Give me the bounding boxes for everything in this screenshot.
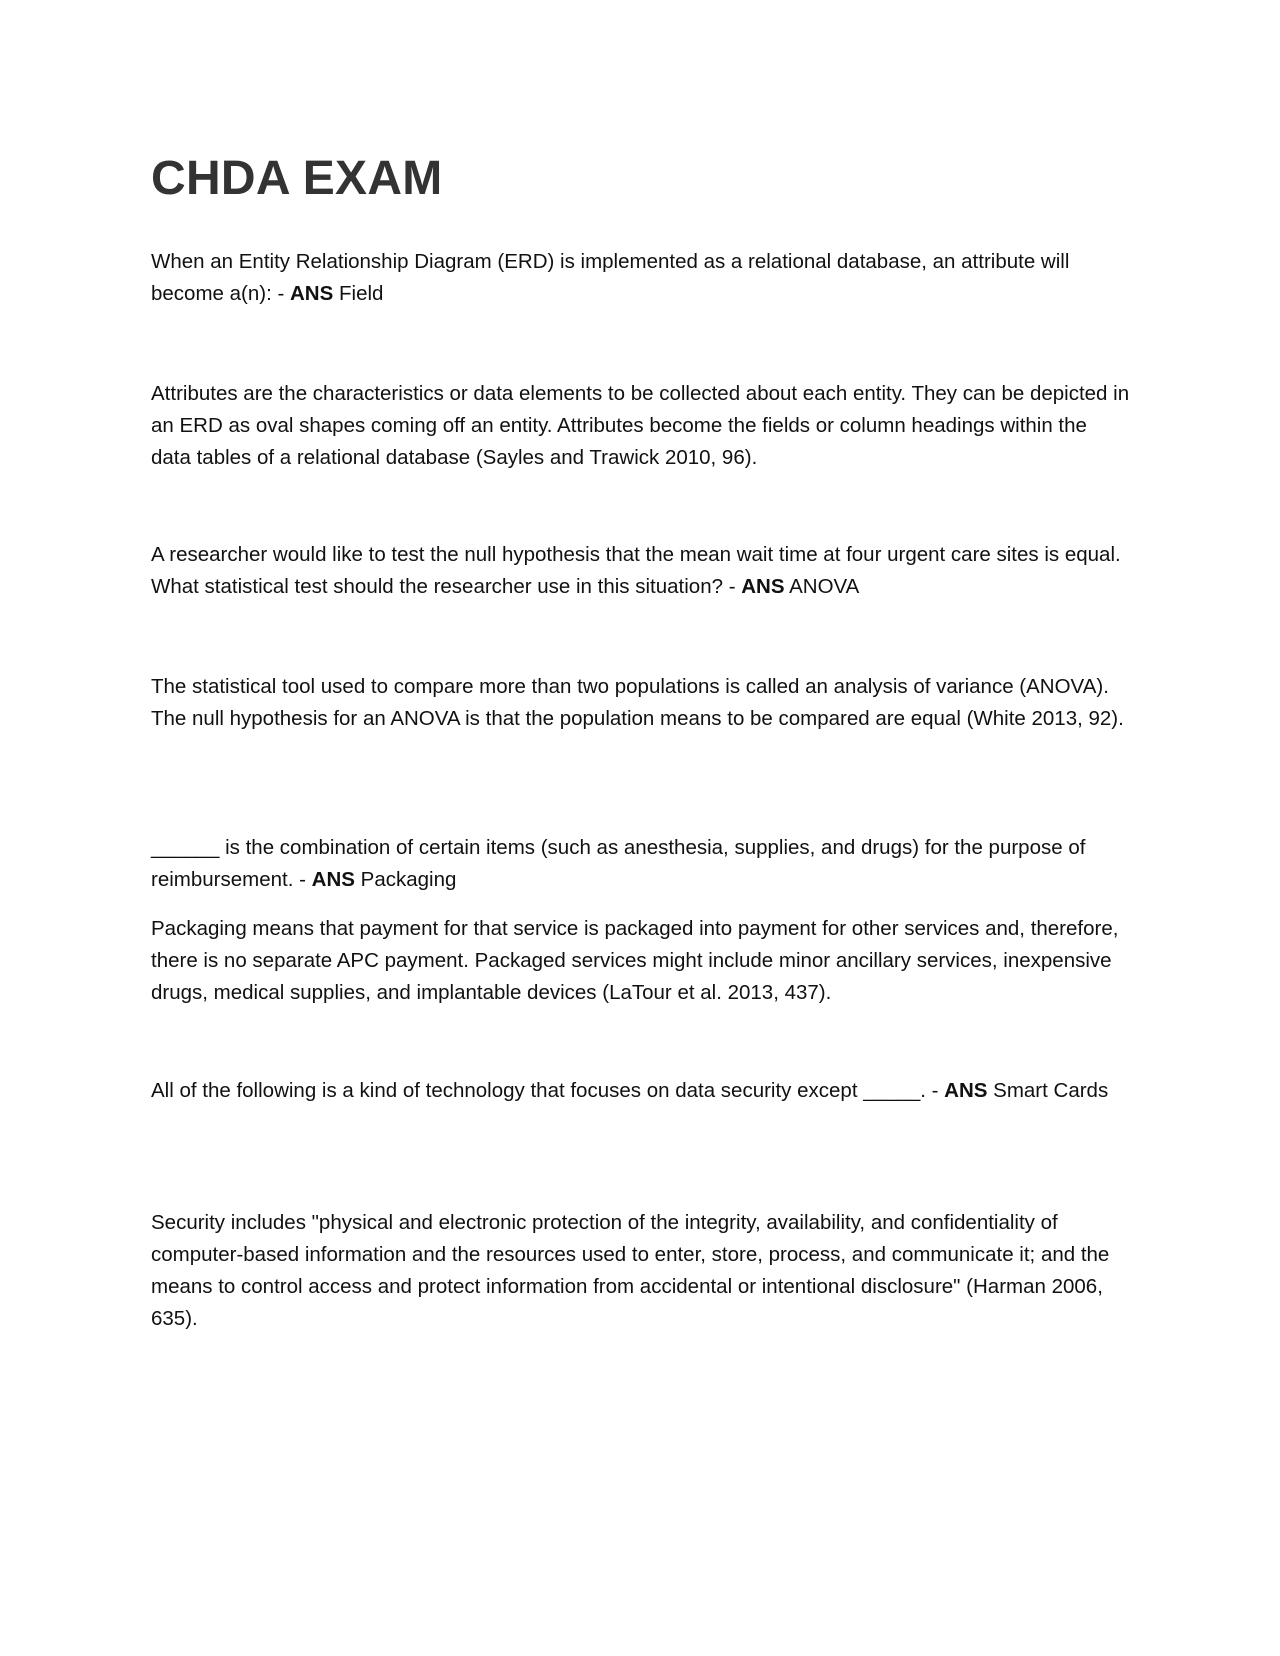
question-text: A researcher would like to test the null hypothesis that the mean wait time at four urgent care sites is equal. What statistical test should the researcher use in this situation? - (151, 543, 1121, 598)
answer-text: Field (339, 282, 384, 305)
ans-label: ANS (311, 868, 355, 891)
explanation-3: Packaging means that payment for that service is packaged into payment for other services and, therefore, there is no separate APC payment. Packaged services might include minor ancillary services, inexpensive drugs, medical supplies, and implantable devices (LaTour et al. 2013, 437). (151, 917, 1119, 1004)
ans-label: ANS (290, 282, 334, 305)
explanation-1: Attributes are the characteristics or data elements to be collected about each entity. They can be depicted in an ERD as oval shapes coming off an entity. Attributes become the fields or column headings within the data tables of a relational database (Sayles and Trawick 2010, 96). (151, 382, 1130, 469)
ans-label: ANS (944, 1079, 988, 1102)
answer-text: Smart Cards (993, 1079, 1109, 1102)
question-1 (151, 246, 1131, 310)
question-3 (151, 832, 1131, 896)
question-4 (151, 1075, 1131, 1107)
ans-label: ANS (741, 575, 785, 598)
question-text: All of the following is a kind of technology that focuses on data security except _____. - (151, 1079, 945, 1102)
explanation-4: Security includes "physical and electronic protection of the integrity, availability, and confidentiality of computer-based information and the resources used to enter, store, process, and communicate it; and the means to control access and protect information from accidental or intentional disclosure" (Harman 2006, 635). (151, 1211, 1110, 1330)
question-text: When an Entity Relationship Diagram (ERD) is implemented as a relational database, an attribute will become a(n): - (151, 250, 1070, 305)
question-2 (151, 539, 1131, 603)
answer-text: Packaging (360, 868, 457, 891)
question-text: ______ is the combination of certain items (such as anesthesia, supplies, and drugs) for the purpose of reimbursement. - (151, 836, 1086, 891)
explanation-2: The statistical tool used to compare more than two populations is called an analysis of variance (ANOVA). The null hypothesis for an ANOVA is that the population means to be compared are equal (White 2013, 92). (151, 675, 1124, 730)
page-title: CHDA EXAM (151, 152, 443, 205)
answer-text: ANOVA (789, 575, 860, 598)
